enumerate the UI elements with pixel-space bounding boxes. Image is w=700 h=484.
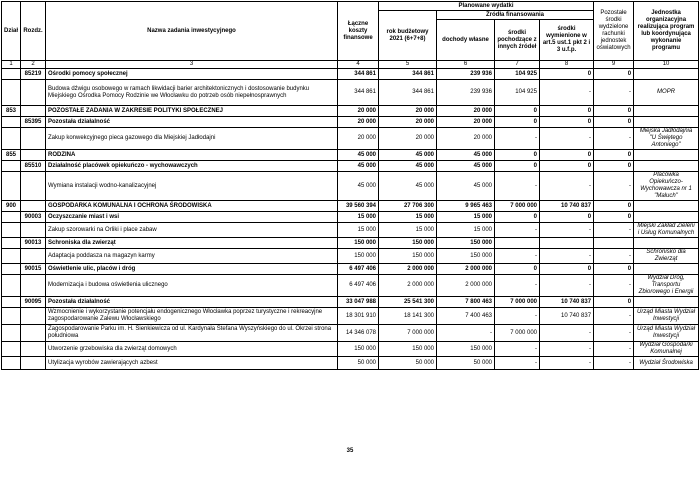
budget-year: 25 541 300 <box>379 297 437 308</box>
own-income: 239 936 <box>437 80 495 106</box>
rozdz-cell <box>21 275 46 297</box>
total-cost: 33 047 988 <box>338 297 379 308</box>
total-cost: 50 000 <box>338 357 379 370</box>
task-name: Wymiana instalacji wodno-kanalizacyjnej <box>46 172 338 201</box>
other-sources: - <box>495 249 540 264</box>
other-funds: 0 <box>594 264 634 275</box>
total-cost: 14 346 078 <box>338 325 379 342</box>
organization-unit <box>634 264 699 275</box>
column-number: 5 <box>379 61 437 69</box>
other-funds: 0 <box>594 117 634 128</box>
dzial-cell <box>2 264 21 275</box>
dzial-cell <box>2 128 21 150</box>
organization-unit: Urząd Miasta Wydział Inwestycji <box>634 308 699 325</box>
art5-funds: 0 <box>540 212 594 223</box>
art5-funds: - <box>540 357 594 370</box>
header-nazwa: Nazwa zadania inwestycyjnego <box>46 2 338 61</box>
header-planowane: Planowane wydatki <box>379 2 594 11</box>
task-name: Utylizacja wyrobów zawierających azbest <box>46 357 338 370</box>
rozdz-cell: 90003 <box>21 212 46 223</box>
dzial-cell <box>2 172 21 201</box>
rozdz-cell <box>21 249 46 264</box>
task-name: Budowa dźwigu osobowego w ramach likwidacji barier architektonicznych i dostosowanie budynku Miejskiego Ośrodka Pomocy Rodzinie we Włocławku do potrzeb osób niepełnosprawnych <box>46 80 338 106</box>
total-cost: 6 497 406 <box>338 275 379 297</box>
other-sources: - <box>495 275 540 297</box>
budget-year: 45 000 <box>379 161 437 172</box>
own-income: 50 000 <box>437 357 495 370</box>
other-funds: 0 <box>594 212 634 223</box>
rozdz-cell: 85510 <box>21 161 46 172</box>
budget-year: 15 000 <box>379 212 437 223</box>
table-row <box>2 128 699 150</box>
art5-funds: - <box>540 249 594 264</box>
own-income: 15 000 <box>437 212 495 223</box>
total-cost: 45 000 <box>338 150 379 161</box>
table-row <box>2 150 699 161</box>
dzial-cell: 853 <box>2 106 21 117</box>
art5-funds: - <box>540 275 594 297</box>
dzial-cell <box>2 161 21 172</box>
column-number: 3 <box>46 61 338 69</box>
header-laczne: Łączne koszty finansowe <box>338 2 379 61</box>
table-row <box>2 172 699 201</box>
other-sources: 104 925 <box>495 80 540 106</box>
total-cost: 344 861 <box>338 69 379 80</box>
column-number-row <box>2 61 699 69</box>
rozdz-cell: 85395 <box>21 117 46 128</box>
header-dochody: dochody własne <box>437 20 495 61</box>
budget-year: 20 000 <box>379 128 437 150</box>
total-cost: 20 000 <box>338 128 379 150</box>
other-funds: - <box>594 325 634 342</box>
own-income: 45 000 <box>437 172 495 201</box>
art5-funds: 10 740 837 <box>540 297 594 308</box>
dzial-cell <box>2 80 21 106</box>
other-sources: 7 000 000 <box>495 325 540 342</box>
own-income: 2 000 000 <box>437 264 495 275</box>
own-income: 20 000 <box>437 106 495 117</box>
dzial-cell <box>2 342 21 357</box>
column-number: 8 <box>540 61 594 69</box>
task-name: Działalność placówek opiekuńczo - wychowawczych <box>46 161 338 172</box>
header-rozdz: Rozdz. <box>21 2 46 61</box>
total-cost: 150 000 <box>338 249 379 264</box>
task-name: Zakup szorowarki na Orliki i place zabaw <box>46 223 338 238</box>
organization-unit <box>634 106 699 117</box>
total-cost: 45 000 <box>338 161 379 172</box>
other-sources <box>495 238 540 249</box>
other-funds: 0 <box>594 201 634 212</box>
organization-unit <box>634 117 699 128</box>
task-name: Zagospodarowanie Parku im. H. Sienkiewicza od ul. Kardynała Stefana Wyszyńskiego do ul. Okrzei strona południowa <box>46 325 338 342</box>
art5-funds: 10 740 837 <box>540 201 594 212</box>
column-number: 4 <box>338 61 379 69</box>
column-number: 6 <box>437 61 495 69</box>
task-name: GOSPODARKA KOMUNALNA I OCHRONA ŚRODOWISKA <box>46 201 338 212</box>
dzial-cell <box>2 297 21 308</box>
organization-unit: Schronisko dla Zwierząt <box>634 249 699 264</box>
table-row <box>2 69 699 80</box>
table-row <box>2 223 699 238</box>
budget-year: 45 000 <box>379 172 437 201</box>
other-funds <box>594 238 634 249</box>
organization-unit <box>634 161 699 172</box>
other-funds: - <box>594 80 634 106</box>
other-sources: 0 <box>495 106 540 117</box>
own-income: 239 936 <box>437 69 495 80</box>
own-income: 20 000 <box>437 128 495 150</box>
table-row <box>2 249 699 264</box>
own-income: 45 000 <box>437 161 495 172</box>
other-sources: 0 <box>495 150 540 161</box>
task-name: Schroniska dla zwierząt <box>46 238 338 249</box>
rozdz-cell <box>21 325 46 342</box>
art5-funds: 0 <box>540 264 594 275</box>
table-row <box>2 212 699 223</box>
other-sources: 0 <box>495 161 540 172</box>
header-srodki-innych: środki pochodzące z innych źródeł <box>495 20 540 61</box>
art5-funds: 0 <box>540 69 594 80</box>
rozdz-cell <box>21 223 46 238</box>
other-funds: 0 <box>594 106 634 117</box>
total-cost: 20 000 <box>338 117 379 128</box>
dzial-cell <box>2 249 21 264</box>
budget-year: 344 861 <box>379 69 437 80</box>
other-sources: - <box>495 172 540 201</box>
task-name: Oświetlenie ulic, placów i dróg <box>46 264 338 275</box>
table-row <box>2 325 699 342</box>
total-cost: 150 000 <box>338 238 379 249</box>
dzial-cell <box>2 357 21 370</box>
dzial-cell <box>2 308 21 325</box>
total-cost: 39 560 394 <box>338 201 379 212</box>
total-cost: 344 861 <box>338 80 379 106</box>
other-funds: - <box>594 342 634 357</box>
table-body <box>2 69 699 370</box>
organization-unit <box>634 150 699 161</box>
header-dzial: Dział <box>2 2 21 61</box>
total-cost: 15 000 <box>338 212 379 223</box>
budget-year: 50 000 <box>379 357 437 370</box>
header-zrodla: Źródła finansowania <box>437 11 594 20</box>
header-srodki-wymienione: środki wymienione w art.5 ust.1 pkt 2 i 3 u.f.p. <box>540 20 594 61</box>
rozdz-cell <box>21 308 46 325</box>
budget-year: 150 000 <box>379 238 437 249</box>
art5-funds: 10 740 837 <box>540 308 594 325</box>
own-income: 7 400 463 <box>437 308 495 325</box>
other-sources: 7 000 000 <box>495 297 540 308</box>
own-income: 20 000 <box>437 117 495 128</box>
other-funds: - <box>594 275 634 297</box>
other-funds: - <box>594 357 634 370</box>
organization-unit: Miejski Zakład Zieleni i Usług Komunalnych <box>634 223 699 238</box>
own-income: 150 000 <box>437 238 495 249</box>
other-funds: - <box>594 249 634 264</box>
budget-year: 27 706 300 <box>379 201 437 212</box>
organization-unit: Wydział Dróg, Transportu Zbiorowego i Energii <box>634 275 699 297</box>
dzial-cell: 900 <box>2 201 21 212</box>
art5-funds: - <box>540 128 594 150</box>
column-number: 7 <box>495 61 540 69</box>
rozdz-cell: 85219 <box>21 69 46 80</box>
task-name: Pozostała działalność <box>46 117 338 128</box>
budget-year: 344 861 <box>379 80 437 106</box>
organization-unit <box>634 212 699 223</box>
rozdz-cell <box>21 150 46 161</box>
organization-unit: Urząd Miasta Wydział Inwestycji <box>634 325 699 342</box>
task-name: RODZINA <box>46 150 338 161</box>
art5-funds: 0 <box>540 106 594 117</box>
other-funds: 0 <box>594 150 634 161</box>
own-income: 9 965 463 <box>437 201 495 212</box>
organization-unit <box>634 297 699 308</box>
own-income: 2 000 000 <box>437 275 495 297</box>
rozdz-cell <box>21 106 46 117</box>
other-funds: 0 <box>594 297 634 308</box>
task-name: Ośrodki pomocy społecznej <box>46 69 338 80</box>
organization-unit: Wydział Środowiska <box>634 357 699 370</box>
task-name: Modernizacja i budowa oświetlenia ulicznego <box>46 275 338 297</box>
own-income: - <box>437 325 495 342</box>
table-row <box>2 201 699 212</box>
table-row <box>2 275 699 297</box>
task-name: Wzmocnienie i wykorzystanie potencjału endogenicznego Włocławka poprzez turystyczne i rekreacyjne zagospodarowanie Zalewu Włocławskiego <box>46 308 338 325</box>
investment-table <box>1 1 699 370</box>
budget-year: 150 000 <box>379 249 437 264</box>
budget-year: 20 000 <box>379 117 437 128</box>
budget-year: 15 000 <box>379 223 437 238</box>
dzial-cell <box>2 223 21 238</box>
organization-unit: Wydział Gospodarki Komunalnej <box>634 342 699 357</box>
other-funds: 0 <box>594 69 634 80</box>
rozdz-cell <box>21 357 46 370</box>
rozdz-cell: 90013 <box>21 238 46 249</box>
art5-funds: - <box>540 325 594 342</box>
dzial-cell <box>2 238 21 249</box>
organization-unit <box>634 238 699 249</box>
art5-funds: 0 <box>540 161 594 172</box>
budget-year: 2 000 000 <box>379 275 437 297</box>
budget-year: 7 000 000 <box>379 325 437 342</box>
table-row <box>2 357 699 370</box>
art5-funds: 0 <box>540 150 594 161</box>
budget-year: 150 000 <box>379 342 437 357</box>
total-cost: 6 497 406 <box>338 264 379 275</box>
total-cost: 15 000 <box>338 223 379 238</box>
table-row <box>2 264 699 275</box>
own-income: 150 000 <box>437 342 495 357</box>
other-sources: 7 000 000 <box>495 201 540 212</box>
task-name: Oczyszczanie miast i wsi <box>46 212 338 223</box>
other-sources: - <box>495 308 540 325</box>
rozdz-cell <box>21 342 46 357</box>
budget-year: 18 141 300 <box>379 308 437 325</box>
own-income: 15 000 <box>437 223 495 238</box>
table-row <box>2 80 699 106</box>
rozdz-cell <box>21 172 46 201</box>
art5-funds <box>540 238 594 249</box>
total-cost: 150 000 <box>338 342 379 357</box>
organization-unit: Miejska Jadłodajnia "U Świętego Antoniego" <box>634 128 699 150</box>
task-name: Adaptacja poddasza na magazyn karmy <box>46 249 338 264</box>
rozdz-cell: 90095 <box>21 297 46 308</box>
dzial-cell: 855 <box>2 150 21 161</box>
total-cost: 20 000 <box>338 106 379 117</box>
other-funds: - <box>594 308 634 325</box>
rozdz-cell <box>21 80 46 106</box>
page-number: 35 <box>346 448 354 454</box>
task-name: Utworzenie grzebowiska dla zwierząt domowych <box>46 342 338 357</box>
other-funds: 0 <box>594 161 634 172</box>
header-jednostka: Jednostka organizacyjna realizująca program lub koordynująca wykonanie programu <box>634 2 699 61</box>
organization-unit <box>634 69 699 80</box>
rozdz-cell: 90015 <box>21 264 46 275</box>
other-sources: - <box>495 128 540 150</box>
budget-year: 45 000 <box>379 150 437 161</box>
other-sources: 0 <box>495 264 540 275</box>
budget-year: 20 000 <box>379 106 437 117</box>
art5-funds: - <box>540 342 594 357</box>
own-income: 7 800 463 <box>437 297 495 308</box>
own-income: 150 000 <box>437 249 495 264</box>
other-funds: - <box>594 223 634 238</box>
other-sources: - <box>495 342 540 357</box>
art5-funds: - <box>540 223 594 238</box>
table-row <box>2 238 699 249</box>
other-funds: - <box>594 172 634 201</box>
column-number: 1 <box>2 61 21 69</box>
art5-funds: - <box>540 80 594 106</box>
other-funds: - <box>594 128 634 150</box>
dzial-cell <box>2 212 21 223</box>
task-name: Pozostała działalność <box>46 297 338 308</box>
total-cost: 18 301 910 <box>338 308 379 325</box>
dzial-cell <box>2 275 21 297</box>
other-sources: - <box>495 357 540 370</box>
art5-funds: - <box>540 172 594 201</box>
dzial-cell <box>2 325 21 342</box>
budget-year: 2 000 000 <box>379 264 437 275</box>
other-sources: - <box>495 223 540 238</box>
table-row <box>2 342 699 357</box>
other-sources: 0 <box>495 117 540 128</box>
dzial-cell <box>2 69 21 80</box>
organization-unit: MOPR <box>634 80 699 106</box>
column-number: 9 <box>594 61 634 69</box>
rozdz-cell <box>21 201 46 212</box>
other-sources: 104 925 <box>495 69 540 80</box>
total-cost: 45 000 <box>338 172 379 201</box>
organization-unit: Placówka Opiekuńczo-Wychowawcza nr 1 "Maluch" <box>634 172 699 201</box>
table-row <box>2 106 699 117</box>
table-row <box>2 161 699 172</box>
column-number: 2 <box>21 61 46 69</box>
task-name: Zakup konwekcyjnego pieca gazowego dla Miejskiej Jadłodajni <box>46 128 338 150</box>
table-row <box>2 297 699 308</box>
dzial-cell <box>2 117 21 128</box>
other-sources: 0 <box>495 212 540 223</box>
task-name: POZOSTAŁE ZADANIA W ZAKRESIE POLITYKI SPOŁECZNEJ <box>46 106 338 117</box>
table-row <box>2 117 699 128</box>
own-income: 45 000 <box>437 150 495 161</box>
rozdz-cell <box>21 128 46 150</box>
header-pozostale: Pozostałe środki wydzielone rachunki jednostek oświatowych <box>594 2 634 61</box>
column-number: 10 <box>634 61 699 69</box>
organization-unit <box>634 201 699 212</box>
art5-funds: 0 <box>540 117 594 128</box>
table-row <box>2 308 699 325</box>
header-rok: rok budżetowy 2021 (6+7+8) <box>379 11 437 61</box>
